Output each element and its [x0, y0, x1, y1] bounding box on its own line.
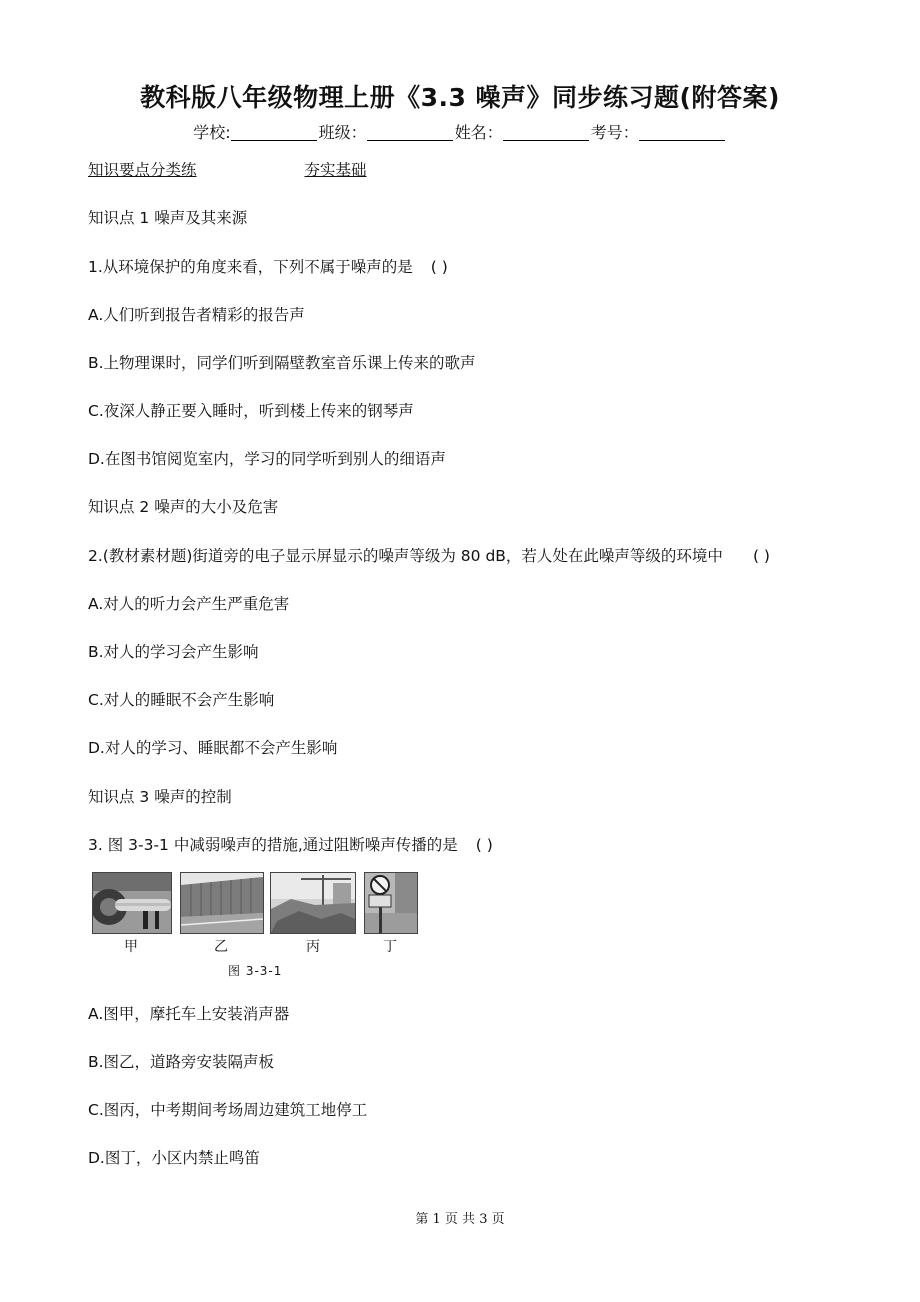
question-1-option-b: B.上物理课时，同学们听到隔壁教室音乐课上传来的歌声 [88, 354, 476, 372]
question-2-option-d: D.对人的学习、睡眠都不会产生影响 [88, 739, 338, 757]
question-3-option-a: A.图甲，摩托车上安装消声器 [88, 1005, 290, 1023]
question-1-answer-paren[interactable]: ( ) [430, 258, 448, 276]
photo-road-sound-barrier [180, 872, 264, 934]
question-2-answer-paren[interactable]: ( ) [752, 547, 770, 565]
question-1-option-c: C.夜深人静正要入睡时，听到楼上传来的钢琴声 [88, 402, 414, 420]
section-header-right: 夯实基础 [304, 161, 367, 179]
name-blank[interactable] [503, 124, 589, 141]
question-1-option-d: D.在图书馆阅览室内，学习的同学听到别人的细语声 [88, 450, 446, 468]
exam-label: 考号： [590, 123, 639, 142]
caption-yi: 乙 [214, 939, 228, 955]
knowledge-point-2: 知识点 2 噪声的大小及危害 [88, 498, 279, 516]
caption-bing: 丙 [306, 939, 320, 955]
document-title: 教科版八年级物理上册《3.3 噪声》同步练习题(附答案) [140, 83, 780, 112]
caption-ding: 丁 [383, 939, 397, 955]
section-header-left: 知识要点分类练 [88, 161, 197, 179]
exam-blank[interactable] [639, 124, 725, 141]
student-info-row [0, 120, 920, 143]
school-blank[interactable] [231, 124, 317, 141]
photo-motorcycle-muffler [92, 872, 172, 934]
school-label: 学校: [193, 123, 231, 142]
question-2-option-b: B.对人的学习会产生影响 [88, 643, 259, 661]
question-1-option-a: A.人们听到报告者精彩的报告声 [88, 306, 305, 324]
class-label: 班级： [318, 123, 367, 142]
question-3-option-c: C.图丙，中考期间考场周边建筑工地停工 [88, 1101, 368, 1119]
question-1-stem [88, 255, 448, 277]
name-label: 姓名： [454, 123, 503, 142]
question-3-stem [88, 833, 493, 855]
page-footer: 第 1 页 共 3 页 [415, 1212, 505, 1227]
question-2-stem [88, 544, 770, 566]
class-blank[interactable] [367, 124, 453, 141]
question-3-text: 3. 图 3-3-1 中减弱噪声的措施,通过阻断噪声传播的是 [88, 836, 458, 854]
question-3-option-d: D.图丁，小区内禁止鸣笛 [88, 1149, 260, 1167]
question-2-text: 2.(教材素材题)街道旁的电子显示屏显示的噪声等级为 80 dB，若人处在此噪声等级的环境中 [88, 547, 723, 565]
knowledge-point-1: 知识点 1 噪声及其来源 [88, 209, 248, 227]
photo-construction-site [270, 872, 356, 934]
question-1-text: 1.从环境保护的角度来看，下列不属于噪声的是 [88, 258, 413, 276]
figure-label: 图 3-3-1 [228, 964, 283, 978]
question-3-answer-paren[interactable]: ( ) [475, 836, 493, 854]
question-2-option-a: A.对人的听力会产生严重危害 [88, 595, 290, 613]
photo-no-honking-sign [364, 872, 418, 934]
knowledge-point-3: 知识点 3 噪声的控制 [88, 788, 232, 806]
question-3-option-b: B.图乙，道路旁安装隔声板 [88, 1053, 275, 1071]
section-header [88, 158, 367, 180]
caption-jia: 甲 [124, 939, 138, 955]
question-2-option-c: C.对人的睡眠不会产生影响 [88, 691, 275, 709]
